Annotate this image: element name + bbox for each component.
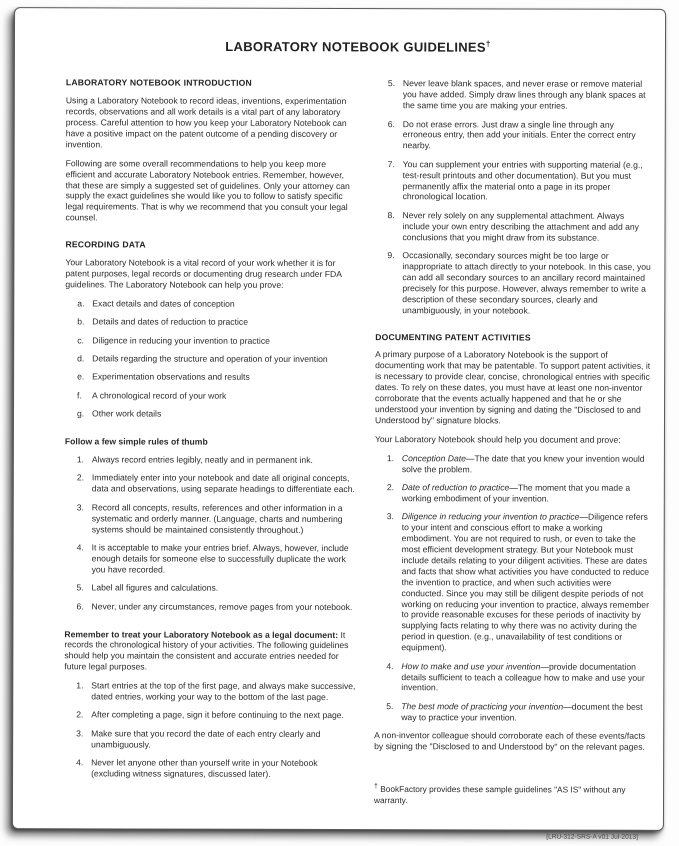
section-heading-introduction: LABORATORY NOTEBOOK INTRODUCTION bbox=[65, 77, 252, 89]
list-item bbox=[65, 317, 357, 329]
list-item-text bbox=[401, 511, 652, 653]
list-item bbox=[376, 159, 654, 203]
list-marker: 6. bbox=[387, 118, 395, 129]
list-marker: 6. bbox=[76, 600, 84, 611]
documenting-paragraph-1: A primary purpose of a Laboratory Notebook is the support of documenting work that may be patentable. To support patent activities, it is necessary to provide clear, concise, chronological entries with specific dates. To rely on these dates, you must have at least one non-inventor corroborate that the events actually happened and that he or she understood your invention by signing and dating the "Disclosed to and Understood by" signature blocks. bbox=[374, 349, 651, 426]
list-item-text: Record all concepts, results, references and other information in a systematic and orderly manner. (Language, charts and numbering systems should be maintained consistently throughout.) bbox=[91, 502, 343, 535]
right-column bbox=[374, 78, 654, 841]
list-marker: 5. bbox=[387, 78, 396, 89]
list-marker: 1. bbox=[76, 680, 84, 691]
legal-paragraph-text: It records the chronological history of your activities. The following guidelines should help you maintain the consistent and accurate entries needed for future legal purposes. bbox=[64, 629, 349, 672]
list-marker: 2. bbox=[76, 709, 84, 720]
left-column bbox=[64, 78, 358, 788]
list-item-text: After completing a page, sign it before continuing to the next page. bbox=[91, 709, 344, 721]
list-item-text bbox=[402, 482, 653, 504]
item-italic-lead: Conception Date bbox=[401, 452, 466, 464]
list-marker: g. bbox=[77, 408, 85, 419]
list-item-text: Diligence in reducing your invention to practice bbox=[92, 334, 270, 346]
footnote-dagger: † bbox=[374, 783, 378, 791]
document-title bbox=[66, 38, 650, 55]
list-item bbox=[64, 710, 356, 722]
list-item-text: Never leave blank spaces, and never erase or remove material you have added. Simply draw lines through any blank spaces at the same time you are making your entries. bbox=[402, 78, 646, 111]
item-italic-lead: The best mode of practicing your invention bbox=[401, 700, 564, 712]
list-item-text: A chronological record of your work bbox=[92, 390, 227, 401]
item-rest-text: —document the best way to practice your invention. bbox=[401, 701, 643, 723]
list-marker: a. bbox=[77, 298, 85, 309]
list-item-text: Details regarding the structure and operation of your invention bbox=[92, 353, 328, 365]
list-marker: 4. bbox=[386, 660, 394, 671]
list-marker: c. bbox=[77, 334, 84, 345]
list-item bbox=[375, 482, 653, 505]
footnote-text: BookFactory provides these sample guidelines "AS IS" without any warranty. bbox=[373, 783, 626, 805]
list-item bbox=[65, 583, 357, 595]
list-marker: 5. bbox=[76, 582, 84, 593]
list-item bbox=[374, 511, 652, 654]
list-item bbox=[65, 335, 357, 347]
list-item-text: Do not erase errors. Just draw a single line through any erroneous entry, then add your initials. Enter the correct entry nearby. bbox=[402, 118, 636, 151]
documenting-paragraph-2: Your Laboratory Notebook should help you document and prove: bbox=[374, 433, 621, 445]
two-column-layout bbox=[64, 78, 650, 841]
subheading-rules-of-thumb: Follow a few simple rules of thumb bbox=[64, 436, 208, 447]
list-marker: 2. bbox=[386, 482, 395, 493]
list-marker: 1. bbox=[386, 452, 395, 463]
list-item-text bbox=[401, 661, 652, 694]
list-item-text: Never let anyone other than yourself write in your Notebook (excluding witness signatures, discussed later). bbox=[91, 757, 318, 779]
list-marker: 8. bbox=[387, 210, 395, 221]
list-item bbox=[64, 728, 356, 751]
list-item bbox=[375, 453, 653, 476]
documenting-closing-paragraph: A non-inventor colleague should corroborate each of these events/facts by signing the "Disclosed to and Understood by" on the relevant pages. bbox=[374, 730, 646, 752]
list-marker: 5. bbox=[386, 700, 394, 711]
list-item bbox=[65, 473, 357, 496]
list-item bbox=[374, 701, 652, 724]
list-item-text: You can supplement your entries with supporting material (e.g., test-result printouts and other documentation). But you must permanently affix the material onto a page in its proper chronological location. bbox=[402, 158, 643, 202]
list-item bbox=[65, 353, 357, 365]
intro-paragraph-1: Using a Laboratory Notebook to record ideas, inventions, experimentation records, observations and all work details is a vital part of any laboratory process. Careful attention to how you keep your Laboratory Notebook can have a positive impact on the patent outcome of a pending discovery or invention. bbox=[65, 95, 347, 150]
intro-paragraph-2: Following are some overall recommendations to help you keep more efficient and accurate Laboratory Notebook entries. Remember, however, that these are simply a suggested set of guidelines. Only your attorney can supply the exact guidelines she would like you to follow to satisfy specific legal requirements. That is why we recommend that you consult your legal counsel. bbox=[65, 158, 350, 223]
list-item-text: Always record entries legibly, neatly and in permanent ink. bbox=[91, 454, 313, 466]
list-marker: 3. bbox=[76, 728, 84, 739]
document-title-text: LABORATORY NOTEBOOK GUIDELINES bbox=[225, 39, 486, 55]
list-marker: 7. bbox=[387, 158, 395, 169]
list-marker: 3. bbox=[386, 511, 394, 522]
list-item bbox=[65, 454, 357, 466]
list-item-text: Start entries at the top of the first page, and always make successive, dated entries, working your way to the bottom of the last page. bbox=[91, 680, 356, 703]
list-marker: 4. bbox=[76, 542, 84, 553]
list-marker: 3. bbox=[76, 502, 84, 513]
list-item-text bbox=[402, 453, 653, 475]
document-code: [LRU-312-SRS-A v01 Jul-2013] bbox=[546, 833, 638, 842]
bookfactory-footnote bbox=[374, 782, 652, 806]
recording-intro-paragraph: Your Laboratory Notebook is a vital record of your work whether it is for patent purposes, legal records or documenting drug research under FDA guidelines. The Laboratory Notebook can help you prove: bbox=[65, 257, 342, 290]
list-item-text: Make sure that you record the date of each entry clearly and unambiguously. bbox=[91, 728, 321, 750]
list-item bbox=[65, 502, 357, 535]
list-item bbox=[65, 390, 357, 402]
legal-paragraph-bold-lead: Remember to treat your Laboratory Notebook as a legal document: bbox=[64, 628, 339, 640]
list-item-text: Label all figures and calculations. bbox=[91, 582, 219, 593]
section-heading-documenting-patent-activities: DOCUMENTING PATENT ACTIVITIES bbox=[375, 331, 531, 343]
list-item-text: Never, under any circumstances, remove pages from your notebook. bbox=[91, 600, 353, 612]
list-marker: 2. bbox=[76, 472, 85, 483]
title-dagger-footnote-marker: † bbox=[485, 39, 491, 49]
item-rest-text: —The moment that you made a working embodiment of your invention. bbox=[401, 482, 631, 504]
list-marker: 4. bbox=[76, 757, 84, 768]
item-italic-lead: Diligence in reducing your invention to practice bbox=[401, 511, 580, 522]
page-content bbox=[13, 8, 665, 841]
list-item bbox=[376, 78, 654, 111]
item-rest-text: —The date that you knew your invention would solve the problem. bbox=[401, 453, 645, 474]
list-marker: 1. bbox=[76, 454, 85, 465]
item-rest-text: —provide documentation details sufficient to teach a colleague how to make and use your invention. bbox=[401, 661, 645, 693]
section-heading-recording-data: RECORDING DATA bbox=[65, 239, 146, 250]
list-item bbox=[376, 119, 654, 152]
list-marker: 9. bbox=[387, 250, 395, 261]
list-item-text: Immediately enter into your notebook and date all original concepts, data and observations, using separate headings to differentiate each. bbox=[91, 472, 355, 495]
list-marker: b. bbox=[77, 316, 85, 327]
list-item bbox=[65, 542, 357, 575]
document-page bbox=[12, 7, 666, 842]
item-italic-lead: Date of reduction to practice bbox=[401, 482, 510, 493]
item-rest-text: —Diligence refers to your intent and conscious effort to make a working embodiment. You are not required to rush, or even to take the most efficient development strategy. But your Notebook must include details relating to your diligent activities. These are dates and facts that show what activities you have conducted to reduce the invention to practice, and when such activities were conducted. Since you may still be diligent despite periods of not working on reducing your invention to practice, always remember to provide reasonable excuses for these periods of inactivity by supplying facts relating to why there was no activity during the period in question. (e.g., unavailability of test conditions or equipment). bbox=[401, 511, 650, 653]
list-item bbox=[375, 250, 653, 316]
item-italic-lead: How to make and use your invention bbox=[401, 660, 541, 672]
list-item bbox=[64, 757, 356, 780]
list-marker: f. bbox=[77, 390, 82, 401]
list-marker: e. bbox=[77, 371, 85, 382]
list-item-text: Exact details and dates of conception bbox=[92, 298, 235, 309]
list-item bbox=[65, 372, 357, 384]
list-item-text: Never rely solely on any supplemental attachment. Always include your own entry describing the attachment and add any conclusions that you might draw from its substance. bbox=[402, 210, 640, 243]
list-item bbox=[64, 680, 356, 703]
list-item bbox=[65, 409, 357, 421]
list-item bbox=[65, 298, 357, 310]
list-marker: d. bbox=[77, 353, 85, 364]
list-item-text: It is acceptable to make your entries brief. Always, however, include enough details for someone else to successfully duplicate the work you have recorded. bbox=[91, 542, 349, 575]
list-item-text bbox=[401, 701, 652, 723]
legal-document-paragraph bbox=[64, 629, 356, 673]
list-item bbox=[374, 661, 652, 694]
list-item bbox=[64, 601, 356, 613]
list-item bbox=[375, 210, 653, 243]
list-item-text: Experimentation observations and results bbox=[92, 371, 250, 383]
list-item-text: Details and dates of reduction to practice bbox=[92, 316, 249, 327]
list-item-text: Occasionally, secondary sources might be too large or inappropriate to attach directly to your notebook. In this case, you can add all secondary sources to an ancillary record maintained precisely for this purpose. However, always remember to write a description of these secondary sources, clearly and unambiguously, in your notebook. bbox=[402, 250, 651, 316]
list-item-text: Other work details bbox=[92, 408, 162, 419]
